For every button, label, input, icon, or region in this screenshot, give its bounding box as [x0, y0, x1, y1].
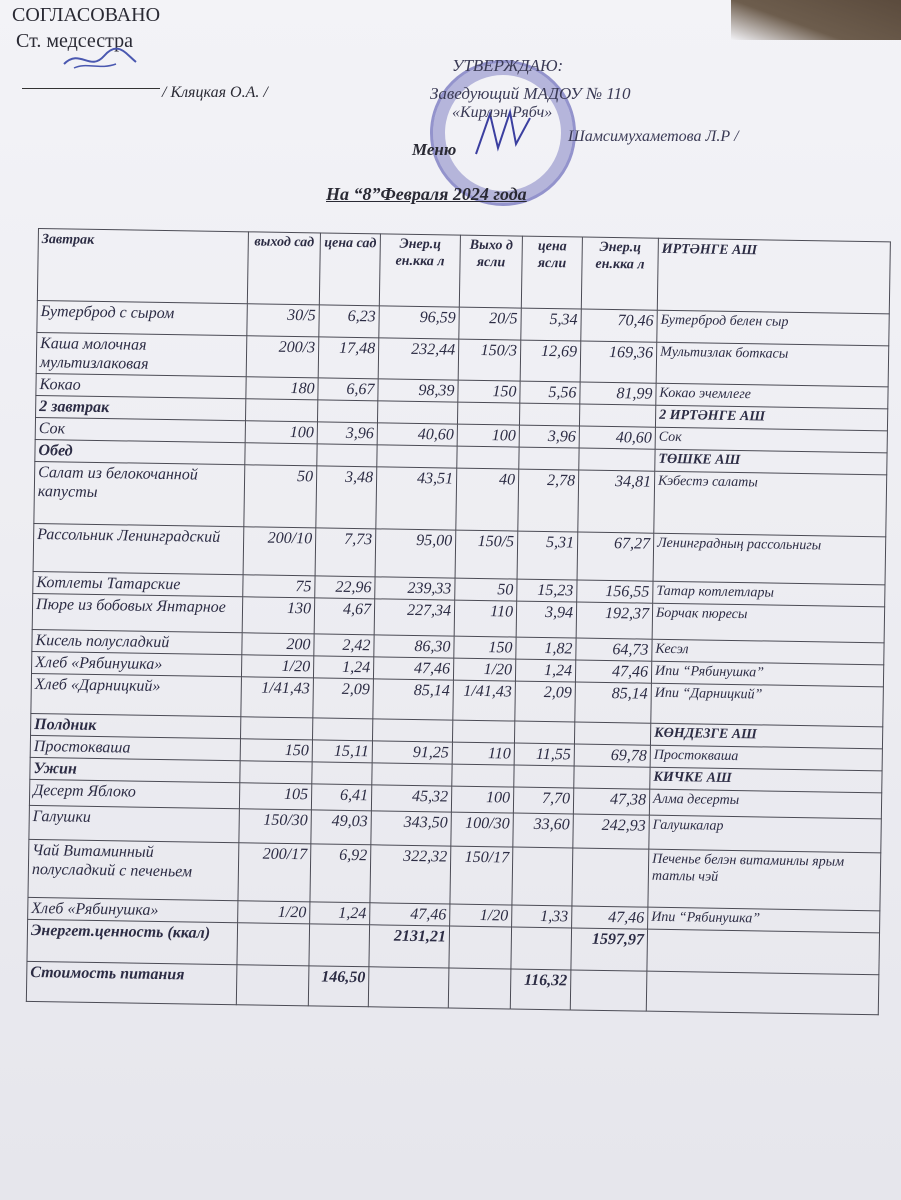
value-cell [574, 766, 650, 789]
dish-name-cell: 2 завтрак [36, 395, 246, 420]
value-cell: 50 [455, 578, 517, 601]
value-cell: 81,99 [580, 382, 656, 405]
dish-name-cell: Кокао [36, 373, 246, 398]
menu-table [26, 228, 891, 1015]
tatar-name-cell: Мультизлак боткасы [656, 342, 889, 387]
value-cell: 200/10 [243, 527, 316, 576]
value-cell [579, 404, 655, 427]
value-cell: 96,59 [379, 306, 459, 339]
value-cell: 100 [457, 424, 519, 447]
value-cell: 100 [245, 421, 317, 444]
value-cell: 7,70 [513, 787, 573, 814]
value-cell: 6,41 [311, 784, 371, 811]
value-cell: 150/5 [455, 530, 518, 579]
value-cell: 227,34 [374, 599, 455, 636]
value-cell [245, 399, 317, 422]
value-cell: 47,46 [575, 660, 651, 683]
value-cell: 4,67 [314, 598, 375, 635]
value-cell: 49,03 [311, 810, 372, 845]
tatar-name-cell: Ленинградның рассольнигы [653, 533, 886, 585]
value-cell: 15,23 [517, 579, 577, 602]
value-cell [377, 445, 457, 468]
tatar-name-cell: Ипи “Дарницкий” [651, 683, 884, 727]
value-cell: 150/3 [458, 339, 521, 381]
value-cell: 200/3 [246, 336, 319, 378]
tatar-name-cell: КӨНДЕЗГЕ АШ [650, 723, 882, 749]
value-cell: 146,50 [308, 966, 369, 1007]
value-cell [309, 924, 370, 967]
value-cell: 70,46 [581, 309, 657, 342]
value-cell [572, 848, 649, 907]
value-cell: 156,55 [577, 580, 653, 603]
value-cell: 1,24 [515, 659, 575, 682]
value-cell [368, 967, 449, 1008]
dish-name-cell: Чай Витаминный полусладкий с печеньем [28, 839, 239, 900]
value-cell: 343,50 [371, 811, 452, 846]
value-cell: 22,96 [315, 576, 375, 599]
dish-name-cell: Десерт Яблоко [29, 779, 239, 808]
value-cell: 15,11 [312, 740, 372, 763]
dish-name-cell: Полдник [31, 713, 241, 738]
tatar-name-cell: Кесэл [652, 639, 884, 665]
value-cell: 17,48 [318, 337, 379, 379]
value-cell [519, 447, 579, 470]
table-header-row [37, 229, 890, 314]
value-cell: 130 [242, 597, 315, 634]
value-cell: 12,69 [520, 340, 581, 382]
value-cell [245, 443, 317, 466]
value-cell: 1/20 [241, 655, 313, 678]
dish-name-cell: Стоимость питания [26, 961, 237, 1004]
column-header: выход сад [247, 232, 320, 305]
value-cell: 2,78 [518, 469, 579, 532]
value-cell: 239,33 [375, 577, 455, 600]
value-cell: 322,32 [370, 845, 451, 904]
tatar-name-cell: Сок [655, 427, 887, 453]
column-header: Энер.ц ен.кка л [581, 237, 658, 310]
tatar-name-cell: Алма десерты [649, 789, 881, 819]
column-header: Выхо д ясли [459, 235, 522, 308]
dish-name-cell: Салат из белокочанной капусты [34, 461, 245, 526]
value-cell: 30/5 [247, 304, 319, 337]
value-cell: 43,51 [376, 467, 457, 530]
value-cell: 3,48 [316, 466, 377, 529]
value-cell: 47,46 [572, 906, 648, 929]
approved-org: «Кирлэн Рябч» [452, 104, 553, 121]
value-cell [317, 400, 377, 423]
dish-name-cell: Ужин [30, 757, 240, 782]
value-cell: 2,09 [515, 681, 576, 722]
value-cell [317, 444, 377, 467]
value-cell: 1,24 [313, 656, 373, 679]
value-cell [457, 402, 519, 425]
dish-name-cell: Энергет.ценность (ккал) [27, 919, 238, 964]
tatar-name-cell [647, 929, 880, 975]
column-header: Завтрак [37, 229, 248, 304]
value-cell: 7,73 [315, 528, 376, 577]
value-cell [372, 763, 452, 786]
value-cell: 5,31 [517, 531, 578, 580]
dish-name-cell: Сок [35, 417, 245, 442]
value-cell: 150/30 [239, 809, 312, 844]
value-cell: 91,25 [372, 741, 452, 764]
value-cell: 40,60 [377, 423, 457, 446]
value-cell [570, 970, 647, 1011]
value-cell: 2,09 [313, 678, 374, 719]
dish-name-cell: Бутерброд с сыром [37, 300, 247, 335]
value-cell: 1,33 [512, 905, 572, 928]
menu-date: На “8”Февраля 2024 года [326, 184, 527, 204]
value-cell: 1/41,43 [241, 677, 314, 718]
tatar-name-cell: Простокваша [650, 745, 882, 771]
value-cell [514, 721, 574, 744]
value-cell: 45,32 [371, 785, 451, 812]
value-cell: 75 [243, 575, 315, 598]
value-cell [312, 718, 372, 741]
dish-name-cell: Хлеб «Рябинушка» [32, 651, 242, 676]
value-cell: 47,38 [573, 788, 649, 815]
value-cell: 40 [456, 468, 519, 531]
value-cell: 5,34 [521, 308, 581, 341]
tatar-name-cell: Татар котлетлары [653, 581, 885, 607]
value-cell: 2,42 [314, 634, 374, 657]
value-cell: 69,78 [574, 744, 650, 767]
value-cell [372, 719, 452, 742]
value-cell: 150 [454, 636, 516, 659]
value-cell [236, 965, 309, 1006]
value-cell: 50 [244, 465, 317, 528]
dish-name-cell: Хлеб «Рябинушка» [28, 897, 238, 922]
approved-role: Заведующий МАДОУ № 110 [430, 84, 631, 103]
agreed-name: / Кляцкая О.А. / [162, 84, 268, 101]
value-cell [377, 401, 457, 424]
menu-title: Меню [412, 140, 457, 159]
value-cell: 5,56 [520, 381, 580, 404]
value-cell [449, 926, 512, 969]
value-cell: 150/17 [450, 846, 513, 905]
approved-name: Шамсимухаметова Л.Р / [568, 128, 739, 145]
dish-name-cell: Хлеб «Дарницкий» [31, 673, 242, 716]
value-cell [237, 923, 310, 966]
value-cell: 1/20 [450, 904, 512, 927]
value-cell: 169,36 [580, 341, 657, 383]
value-cell [448, 968, 511, 1009]
value-cell [240, 761, 312, 784]
dish-name-cell: Обед [35, 439, 245, 464]
value-cell [452, 764, 514, 787]
tatar-name-cell: Бутерброд белен сыр [657, 310, 889, 346]
value-cell: 150 [458, 380, 520, 403]
value-cell: 1/20 [453, 658, 515, 681]
value-cell [519, 403, 579, 426]
value-cell: 6,67 [318, 378, 378, 401]
dish-name-cell: Рассольник Ленинградский [33, 523, 244, 574]
nurse-signature [60, 44, 140, 76]
value-cell: 3,94 [516, 601, 577, 638]
value-cell: 95,00 [375, 529, 456, 578]
agreed-role: Ст. медсестра [16, 30, 133, 52]
tatar-name-cell: Кокао эчемлеге [656, 383, 888, 409]
value-cell: 6,92 [310, 844, 371, 903]
value-cell: 1/20 [238, 901, 310, 924]
value-cell: 232,44 [378, 338, 459, 380]
approved-title: УТВЕРЖДАЮ: [452, 56, 564, 75]
value-cell: 150 [240, 739, 312, 762]
signature-line [22, 88, 160, 89]
value-cell: 180 [246, 377, 318, 400]
value-cell: 1,82 [516, 637, 576, 660]
value-cell [511, 927, 572, 970]
value-cell: 100 [451, 786, 513, 813]
dish-name-cell: Галушки [29, 805, 240, 842]
tatar-name-cell [646, 971, 879, 1015]
tatar-name-cell: КИЧКЕ АШ [650, 767, 882, 793]
value-cell [512, 847, 573, 906]
value-cell: 1597,97 [571, 928, 648, 971]
tatar-name-cell: ТӨШКЕ АШ [655, 449, 887, 475]
value-cell [457, 446, 519, 469]
value-cell: 98,39 [378, 379, 458, 402]
value-cell: 200/17 [238, 843, 311, 902]
value-cell: 200 [242, 633, 314, 656]
value-cell [579, 448, 655, 471]
value-cell: 33,60 [513, 813, 574, 848]
value-cell: 192,37 [576, 602, 653, 639]
value-cell: 11,55 [514, 743, 574, 766]
value-cell: 67,27 [577, 532, 654, 581]
value-cell: 40,60 [579, 426, 655, 449]
value-cell: 20/5 [459, 307, 521, 340]
value-cell: 242,93 [573, 814, 650, 849]
tatar-name-cell: Галушкалар [649, 815, 882, 853]
value-cell: 110 [454, 600, 517, 637]
value-cell: 100/30 [451, 812, 514, 847]
value-cell [312, 762, 372, 785]
value-cell [452, 720, 514, 743]
value-cell: 6,23 [319, 305, 379, 338]
tatar-name-cell: 2 ИРТӘНГЕ АШ [655, 405, 887, 431]
tatar-name-cell: Ипи “Рябинушка” [651, 661, 883, 687]
column-header: цена сад [319, 233, 380, 306]
tatar-name-cell: Ипи “Рябинушка” [648, 907, 880, 933]
value-cell: 3,96 [519, 425, 579, 448]
value-cell: 2131,21 [369, 925, 450, 968]
agreed-title: СОГЛАСОВАНО [12, 4, 161, 26]
dish-name-cell: Пюре из бобовых Янтарное [32, 593, 243, 632]
value-cell: 86,30 [374, 635, 454, 658]
value-cell: 1/41,43 [453, 680, 516, 721]
tatar-name-cell: Борчак пюресы [652, 603, 885, 643]
tatar-name-cell: Кэбестэ салаты [654, 471, 887, 537]
column-header: цена ясли [521, 236, 582, 309]
column-header: Энер.ц ен.кка л [379, 234, 460, 307]
value-cell: 85,14 [575, 682, 652, 723]
background-surface [731, 0, 901, 40]
dish-name-cell: Кисель полусладкий [32, 629, 242, 654]
value-cell: 1,24 [310, 902, 370, 925]
column-header: ИРТӘНГЕ АШ [657, 238, 890, 314]
value-cell [514, 765, 574, 788]
value-cell: 110 [452, 742, 514, 765]
value-cell: 47,46 [373, 657, 453, 680]
tatar-name-cell: Печенье белэн витаминлы ярым татлы чэй [648, 849, 881, 911]
value-cell: 47,46 [370, 903, 450, 926]
value-cell: 3,96 [317, 422, 377, 445]
value-cell: 105 [239, 783, 311, 810]
dish-name-cell: Простокваша [30, 735, 240, 760]
value-cell [241, 717, 313, 740]
dish-name-cell: Котлеты Татарские [33, 571, 243, 596]
value-cell: 34,81 [578, 470, 655, 533]
dish-name-cell: Каша молочная мультизлаковая [36, 332, 247, 376]
value-cell: 116,32 [510, 969, 571, 1010]
value-cell: 85,14 [373, 679, 454, 720]
value-cell: 64,73 [576, 638, 652, 661]
value-cell [574, 722, 650, 745]
